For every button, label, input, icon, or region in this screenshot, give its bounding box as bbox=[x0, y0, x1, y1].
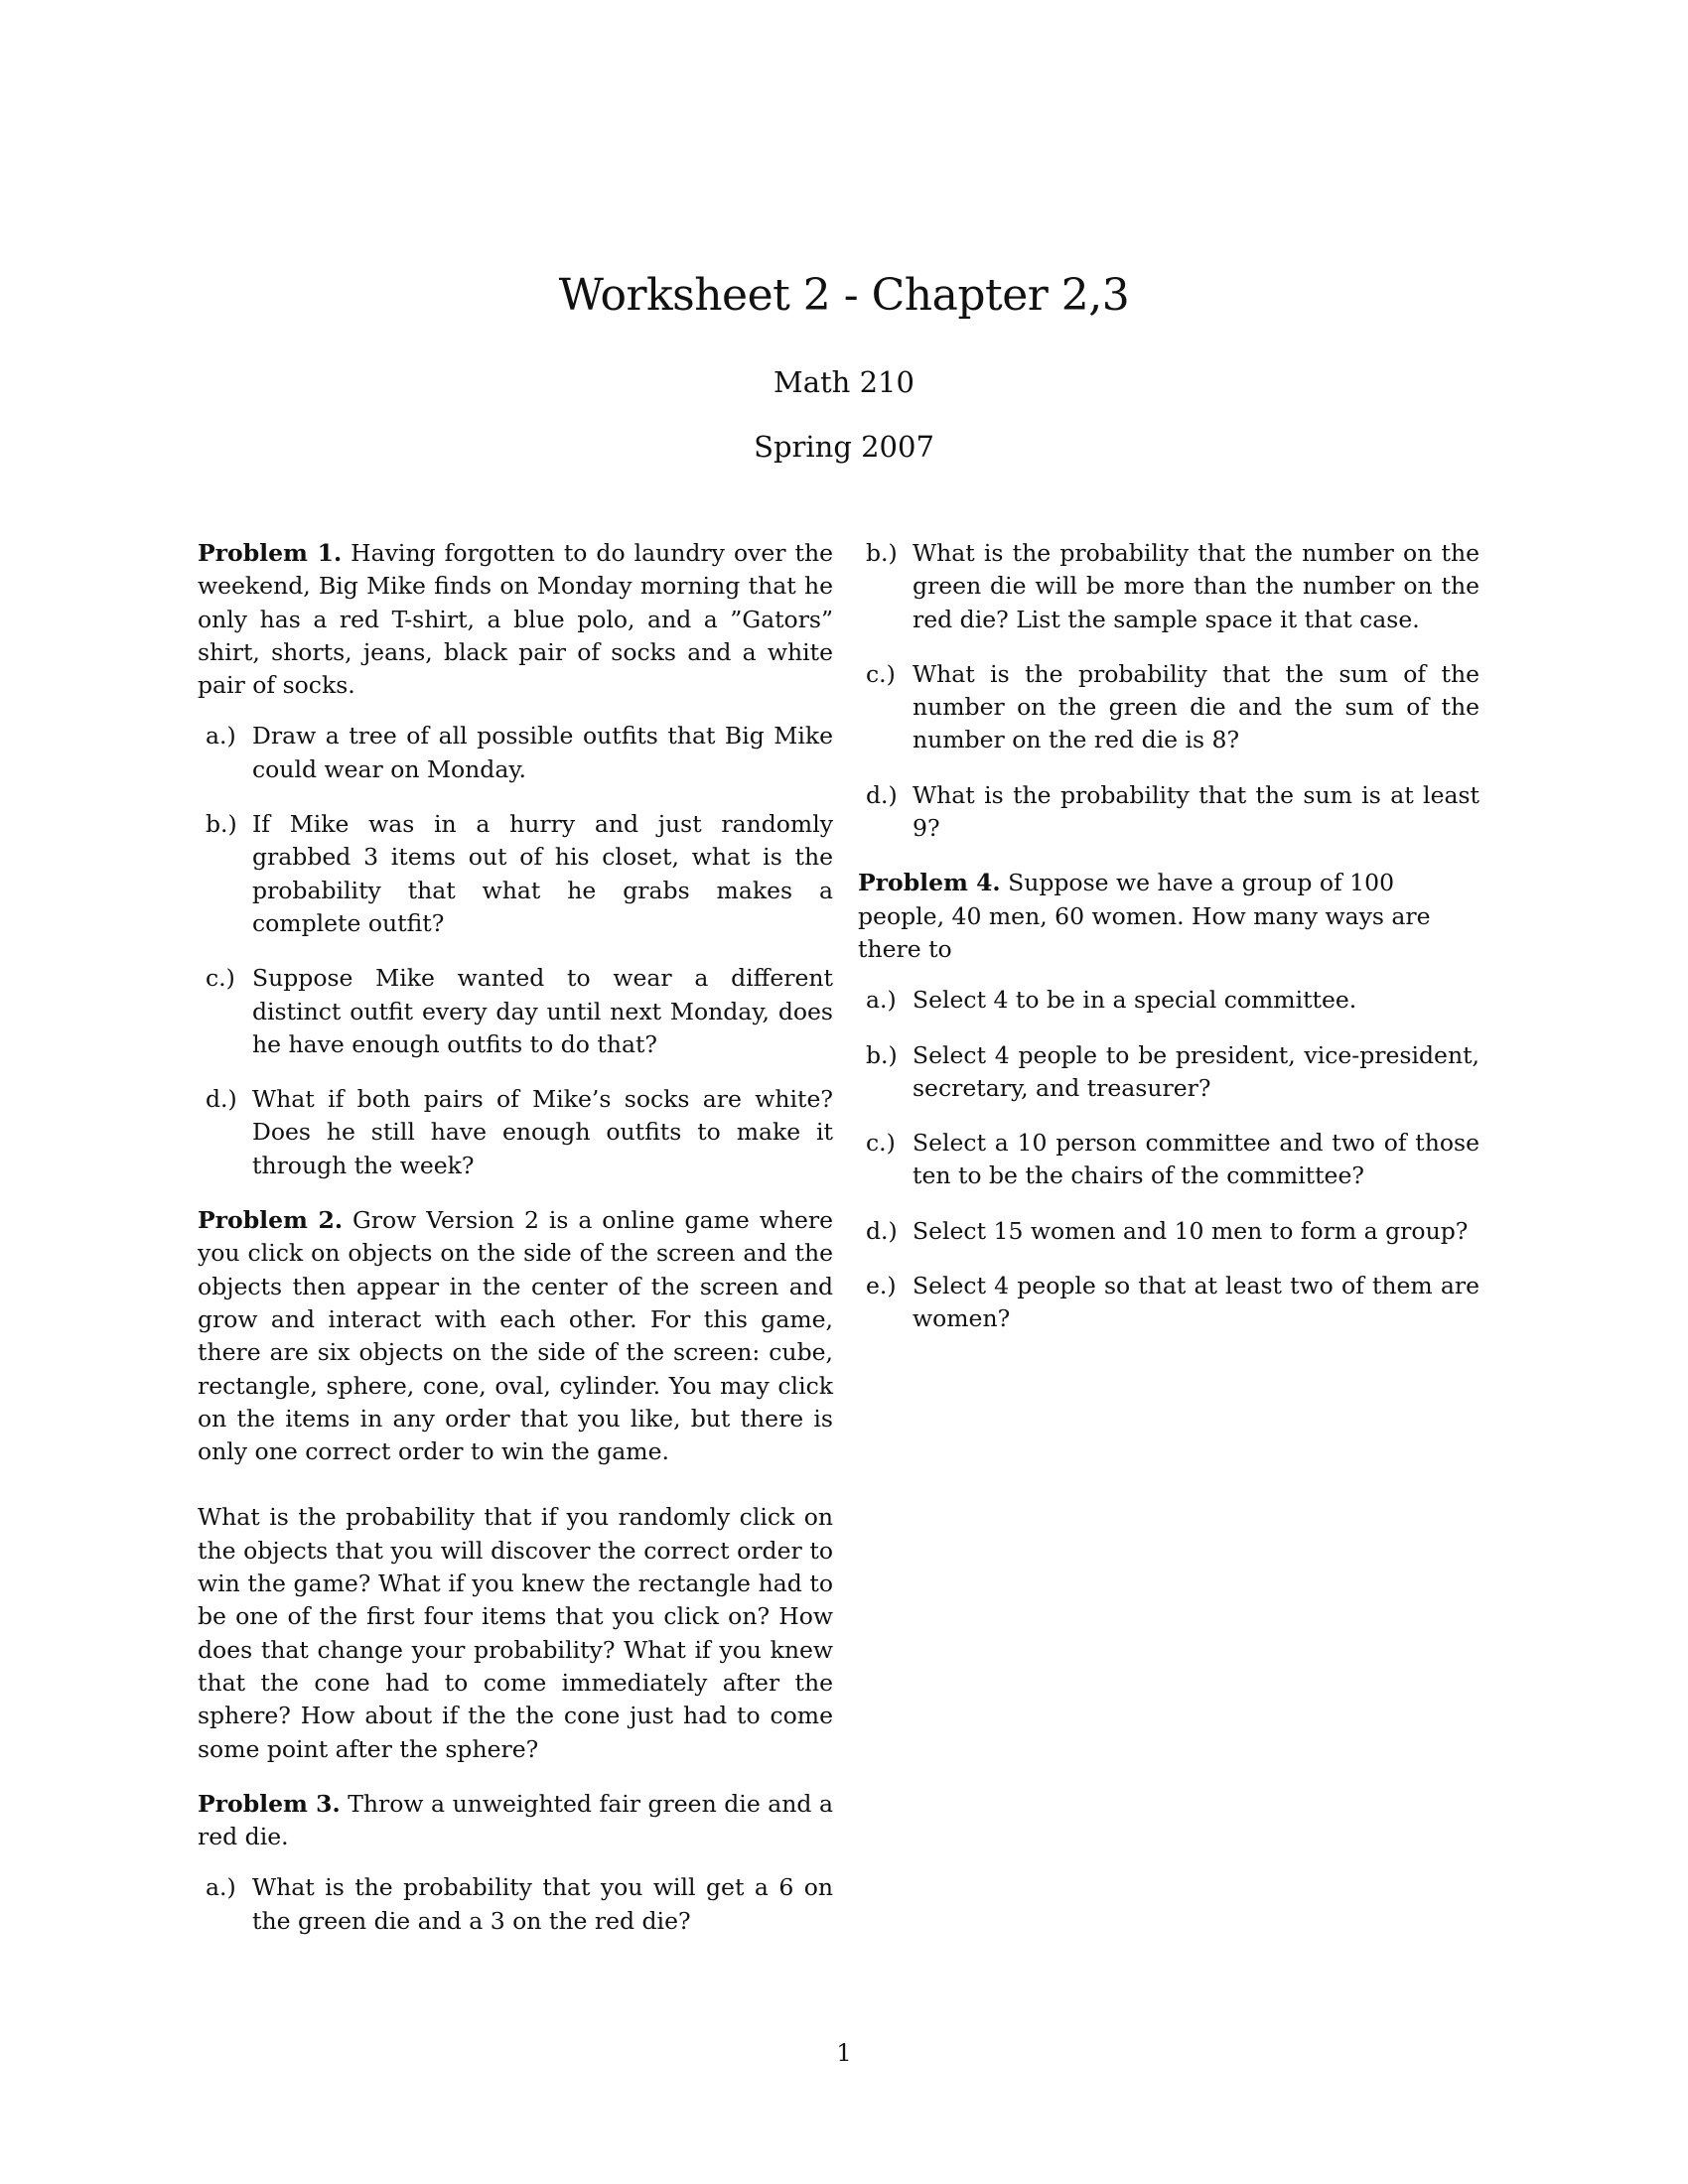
problem-3-parts-right bbox=[858, 537, 1479, 845]
part-text: Select a 10 person committee and two of those ten to be the chairs of the committee? bbox=[913, 1129, 1479, 1190]
part-text: Suppose Mike wanted to wear a different distinct outfit every day until next Monday, does he have enough outfits to do that? bbox=[252, 964, 833, 1058]
part-text: Draw a tree of all possible outfits that Big Mike could wear on Monday. bbox=[252, 722, 833, 783]
left-column bbox=[198, 537, 833, 1960]
part-label: c.) bbox=[866, 1129, 896, 1158]
part-text: Select 4 people to be president, vice-president, secretary, and treasurer? bbox=[913, 1040, 1479, 1102]
part-label: e.) bbox=[866, 1272, 897, 1300]
right-column bbox=[858, 537, 1479, 1358]
problem-3-part-d bbox=[858, 779, 1479, 846]
problem-4-part-b bbox=[858, 1039, 1479, 1106]
problem-1 bbox=[198, 537, 833, 1182]
problem-1-part-b bbox=[198, 808, 833, 940]
term: Spring 2007 bbox=[754, 430, 934, 464]
part-text: What is the probability that you will get a 6 on the green die and a 3 on the red die? bbox=[252, 1873, 833, 1935]
problem-3-statement bbox=[198, 1788, 833, 1854]
part-label: d.) bbox=[206, 1085, 237, 1114]
problem-2 bbox=[198, 1204, 833, 1766]
page-title: Worksheet 2 - Chapter 2,3 bbox=[558, 270, 1130, 321]
problem-3 bbox=[198, 1788, 833, 1938]
problem-2-heading: Problem 2. bbox=[198, 1206, 344, 1235]
part-text: What is the probability that the sum of the number on the green die and the sum of the number on the red die is 8? bbox=[913, 659, 1479, 754]
part-text: Select 4 people so that at least two of them are women? bbox=[913, 1272, 1479, 1333]
problem-3-text: Throw a unweighted fair green die and a red die. bbox=[198, 1789, 833, 1851]
problem-1-part-a bbox=[198, 720, 833, 786]
page-number: 1 bbox=[836, 2039, 852, 2067]
problem-2-text: Grow Version 2 is a online game where you click on objects on the side of the screen and the objects then appear in the center of the screen and grow and interact with each other. For this game, there are six objects on the side of the screen: cube, rectangle, sphere, cone, oval, cylinder. You may click on the items in any order that you like, but there is only one correct order to win the game. bbox=[198, 1206, 833, 1466]
problem-4-part-e bbox=[858, 1270, 1479, 1336]
part-text: Select 15 women and 10 men to form a group? bbox=[913, 1216, 1469, 1245]
part-label: b.) bbox=[866, 539, 898, 567]
problem-4-text: Suppose we have a group of 100 people, 40 men, 60 women. How many ways are there to bbox=[858, 869, 1431, 963]
problem-3-part-a bbox=[198, 1871, 833, 1938]
problem-4-part-a bbox=[858, 984, 1479, 1017]
problem-2-questions: What is the probability that if you randomly click on the objects that you will discover the correct order to win the game? What if you knew the rectangle had to be one of the first four items that you click on? How does that change your probability? What if you knew that the cone had to come immediately after the sphere? How about if the the cone just had to come some point after the sphere? bbox=[198, 1503, 833, 1763]
problem-1-text: Having forgotten to do laundry over the weekend, Big Mike finds on Monday morning that he only has a red T-shirt, a blue polo, and a ”Gators” shirt, shorts, jeans, black pair of socks and a white pair of socks. bbox=[198, 539, 833, 700]
part-label: d.) bbox=[866, 1216, 898, 1245]
part-text: Select 4 to be in a special committee. bbox=[913, 986, 1357, 1015]
problem-4-parts bbox=[858, 984, 1479, 1335]
part-label: c.) bbox=[866, 659, 896, 688]
problem-1-part-d bbox=[198, 1083, 833, 1182]
part-label: c.) bbox=[206, 964, 235, 993]
part-text: If Mike was in a hurry and just randomly grabbed 3 items out of his closet, what is the probability that what he grabs makes a complete outfit? bbox=[252, 810, 833, 937]
part-text: What is the probability that the sum is at least 9? bbox=[913, 780, 1479, 843]
problem-1-heading: Problem 1. bbox=[198, 539, 343, 567]
part-label: a.) bbox=[206, 1873, 236, 1902]
problem-4-heading: Problem 4. bbox=[858, 869, 1001, 897]
part-label: a.) bbox=[866, 986, 897, 1015]
problem-1-parts bbox=[198, 720, 833, 1182]
problem-3-parts-left bbox=[198, 1871, 833, 1938]
problem-3-heading: Problem 3. bbox=[198, 1789, 341, 1818]
part-label: d.) bbox=[866, 780, 898, 809]
problem-3-part-b bbox=[858, 537, 1479, 636]
problem-1-statement bbox=[198, 537, 833, 702]
problem-4-part-c bbox=[858, 1127, 1479, 1193]
problem-4 bbox=[858, 867, 1479, 1335]
part-label: b.) bbox=[206, 810, 237, 839]
part-text: What is the probability that the number on the green die will be more than the number on the red die? List the sample space it that case. bbox=[913, 539, 1479, 633]
problem-4-part-d bbox=[858, 1215, 1479, 1248]
part-label: a.) bbox=[206, 722, 236, 751]
problem-1-part-c bbox=[198, 962, 833, 1061]
part-label: b.) bbox=[866, 1040, 898, 1069]
problem-3-part-c bbox=[858, 658, 1479, 757]
part-text: What if both pairs of Mike’s socks are white? Does he still have enough outfits to make it through the week? bbox=[252, 1085, 833, 1179]
problem-2-statement bbox=[198, 1204, 833, 1468]
course-name: Math 210 bbox=[774, 365, 914, 399]
problem-4-statement bbox=[858, 867, 1479, 966]
